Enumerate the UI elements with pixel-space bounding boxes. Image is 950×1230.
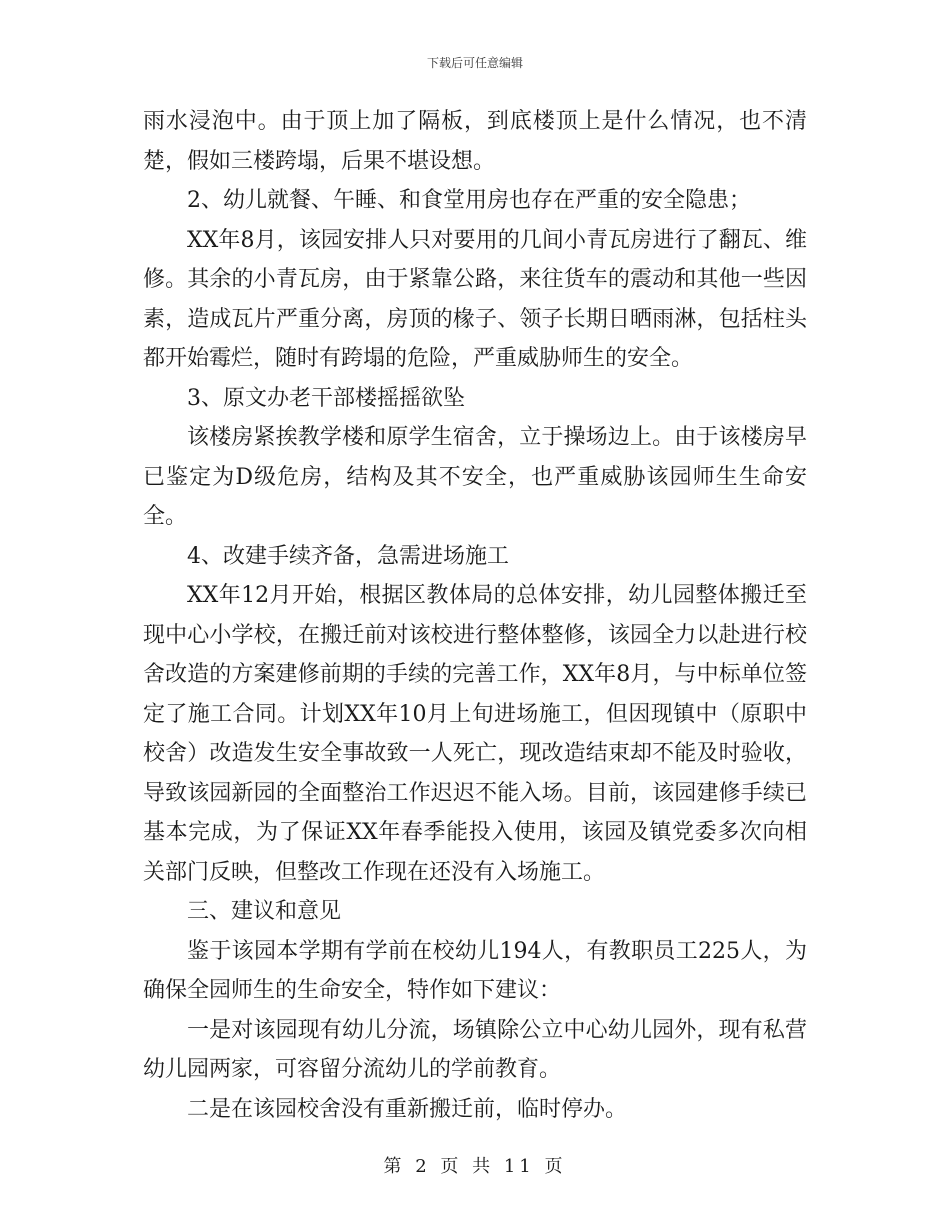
paragraph: XX年12月开始，根据区教体局的总体安排，幼儿园整体搬迁至现中心小学校，在搬迁前对该校进行整体整修，该园全力以赴进行校舍改造的方案建修前期的手续的完善工作，XX年8月，与中标单位签定了施工合同。计划XX年10月上旬进场施工，但因现镇中（原职中校舍）改造发生安全事故致一人死亡，现改造结束却不能及时验收，导致该园新园的全面整治工作迟迟不能入场。目前，该园建修手续已基本完成，为了保证XX年春季能投入使用，该园及镇党委多次向相关部门反映，但整改工作现在还没有入场施工。 <box>143 583 807 885</box>
paragraph: 该楼房紧挨教学楼和原学生宿舍，立于操场边上。由于该楼房早已鉴定为D级危房，结构及其不安全，也严重威胁该园师生生命安全。 <box>143 425 807 529</box>
paragraph: 一是对该园现有幼儿分流，场镇除公立中心幼儿园外，现有私营幼儿园两家，可容留分流幼儿的学前教育。 <box>143 1017 807 1082</box>
paragraph: 雨水浸泡中。由于顶上加了隔板，到底楼顶上是什么情况，也不清楚，假如三楼跨塌，后果不堪设想。 <box>143 109 807 174</box>
paragraph: 2、幼儿就餐、午睡、和食堂用房也存在严重的安全隐患； <box>187 188 751 213</box>
page-header: 下载后可任意编辑 <box>426 56 523 70</box>
paragraph: 鉴于该园本学期有学前在校幼儿194人，有教职员工225人，为确保全园师生的生命安全，特作如下建议： <box>143 938 807 1003</box>
document-body <box>143 102 807 1129</box>
paragraph: 二是在该园校舍没有重新搬迁前，临时停办。 <box>187 1096 628 1122</box>
section-heading: 三、建议和意见 <box>187 899 342 924</box>
section-heading: 4、改建手续齐备，急需进场施工 <box>187 543 509 569</box>
paragraph: XX年8月，该园安排人只对要用的几间小青瓦房进行了翻瓦、维修。其余的小青瓦房，由于紧靠公路，来往货车的震动和其他一些因素，造成瓦片严重分离，房顶的椽子、领子长期日晒雨淋，包括柱头都开始霉烂，随时有跨塌的危险，严重威胁师生的安全。 <box>143 227 807 371</box>
section-heading: 3、原文办老干部楼摇摇欲坠 <box>187 385 465 411</box>
page-number: 第 2 页 共 11 页 <box>383 1156 567 1177</box>
